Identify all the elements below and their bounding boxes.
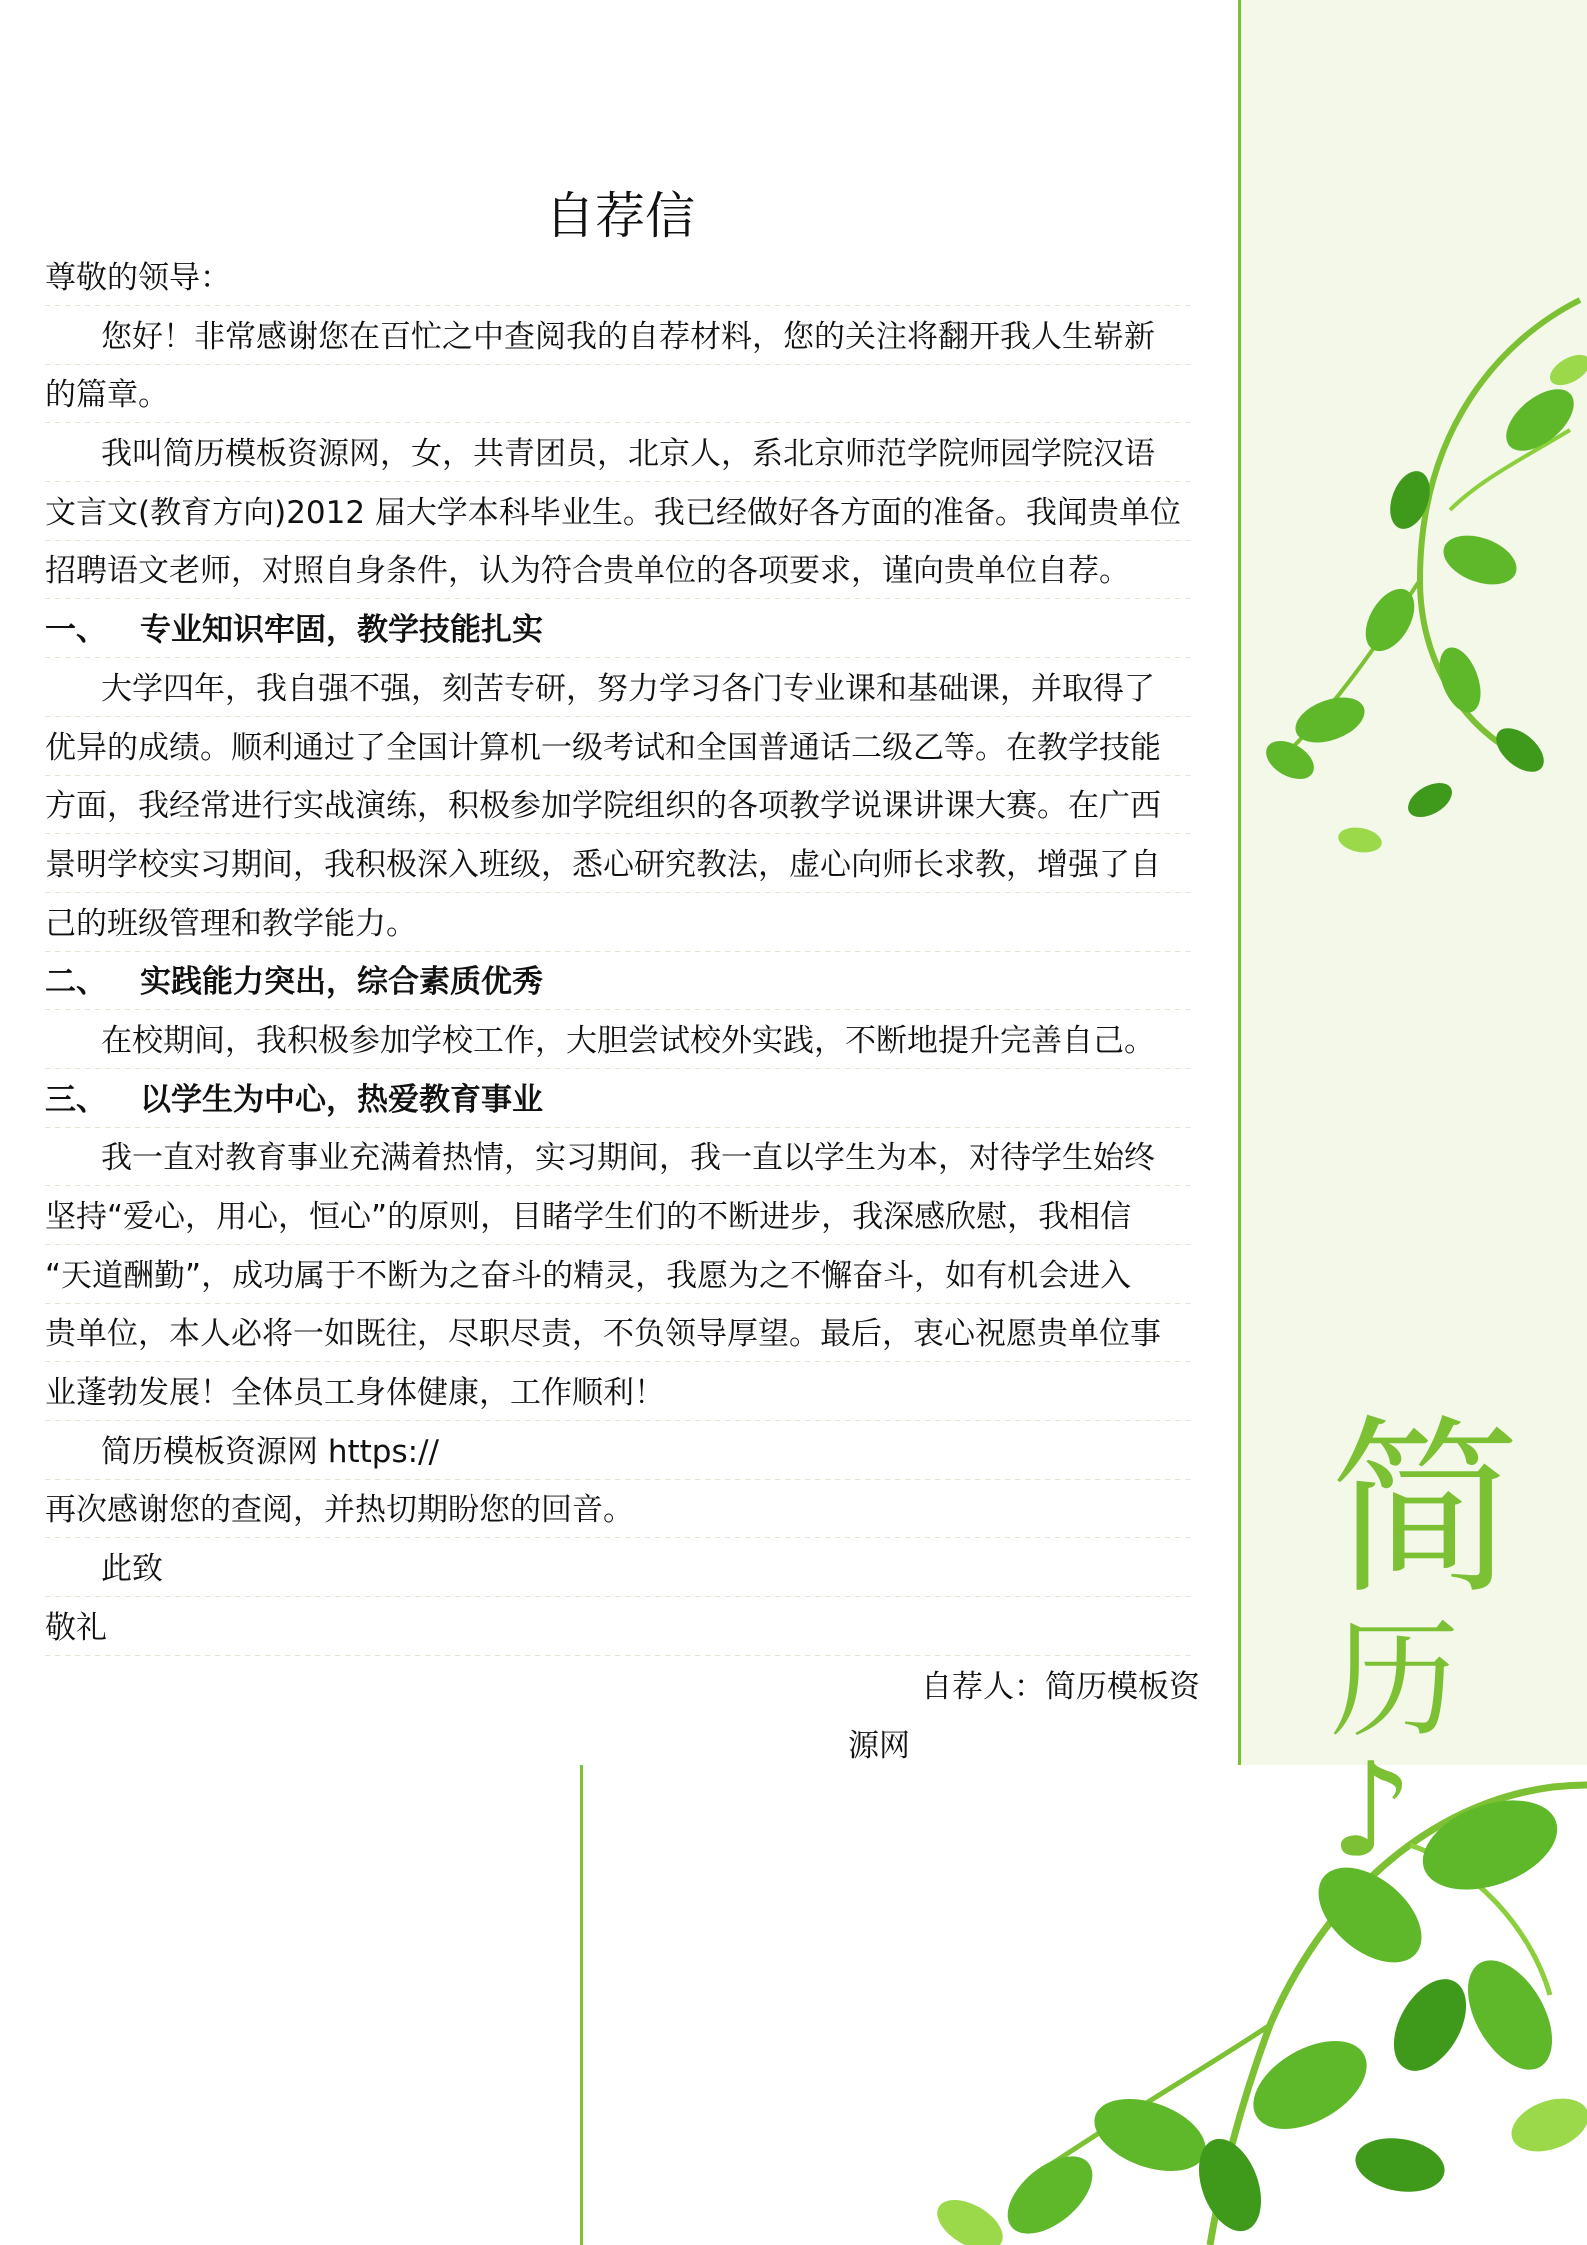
signature-block xyxy=(840,1658,1200,1776)
paragraph-line: 招聘语文老师，对照自身条件，认为符合贵单位的各项要求，谨向贵单位自荐。 xyxy=(45,542,1195,601)
paragraph-line: 大学四年，我自强不强，刻苦专研，努力学习各门专业课和基础课，并取得了 xyxy=(45,660,1195,719)
paragraph-line: 您好！非常感谢您在百忙之中查阅我的自荐材料，您的关注将翻开我人生崭新 xyxy=(45,308,1195,367)
paragraph-line: 文言文(教育方向)2012 届大学本科毕业生。我已经做好各方面的准备。我闻贵单位 xyxy=(45,484,1195,543)
website-line: 简历模板资源网 https:// xyxy=(45,1423,1195,1482)
section-heading xyxy=(45,1071,1195,1130)
paragraph-line: 我叫简历模板资源网，女，共青团员，北京人，系北京师范学院师园学院汉语 xyxy=(45,425,1195,484)
page-title: 自荐信 xyxy=(545,187,695,245)
brand-char-jian: 简 xyxy=(1330,1399,1521,1620)
brand-char-li: 历♪ xyxy=(1330,1604,1461,1886)
greeting: 尊敬的领导： xyxy=(45,249,1195,308)
paragraph-line: 的篇章。 xyxy=(45,366,1195,425)
signature-line: 自荐人：简历模板资 xyxy=(921,1669,1200,1705)
paragraph-line: 坚持“爱心，用心，恒心”的原则，目睹学生们的不断进步，我深感欣慰，我相信 xyxy=(45,1188,1195,1247)
paragraph-line: 业蓬勃发展！全体员工身体健康，工作顺利！ xyxy=(45,1364,1195,1423)
closing-line: 再次感谢您的查阅，并热切期盼您的回音。 xyxy=(45,1481,1195,1540)
leaf-decoration-top xyxy=(1250,280,1587,920)
paragraph-line: 方面，我经常进行实战演练，积极参加学院组织的各项教学说课讲课大赛。在广西 xyxy=(45,777,1195,836)
section-number: 二、 xyxy=(45,964,107,1001)
side-divider-line xyxy=(1238,0,1241,1765)
paragraph-line: 己的班级管理和教学能力。 xyxy=(45,895,1195,954)
closing-salutation: 此致 xyxy=(45,1540,1195,1599)
paragraph-line: “天道酬勤”，成功属于不断为之奋斗的精灵，我愿为之不懈奋斗，如有机会进入 xyxy=(45,1247,1195,1306)
section-title: 实践能力突出，综合素质优秀 xyxy=(140,964,543,1001)
paragraph-line: 贵单位，本人必将一如既往，尽职尽责，不负领导厚望。最后，衷心祝愿贵单位事 xyxy=(45,1305,1195,1364)
paragraph-line: 优异的成绩。顺利通过了全国计算机一级考试和全国普通话二级乙等。在教学技能 xyxy=(45,719,1195,778)
signature-line: 源网 xyxy=(848,1728,910,1764)
closing-respect: 敬礼 xyxy=(45,1599,1195,1658)
bottom-divider-line xyxy=(580,1765,583,2245)
paragraph-line: 景明学校实习期间，我积极深入班级，悉心研究教法，虚心向师长求教，增强了自 xyxy=(45,836,1195,895)
section-number: 一、 xyxy=(45,612,107,649)
letter-body xyxy=(45,249,1195,1658)
brand-mark xyxy=(1330,1399,1530,1886)
paragraph-line: 我一直对教育事业充满着热情，实习期间，我一直以学生为本，对待学生始终 xyxy=(45,1129,1195,1188)
section-title: 专业知识牢固，教学技能扎实 xyxy=(140,612,543,649)
section-heading xyxy=(45,601,1195,660)
paragraph-line: 在校期间，我积极参加学校工作，大胆尝试校外实践，不断地提升完善自己。 xyxy=(45,1012,1195,1071)
section-number: 三、 xyxy=(45,1081,107,1118)
section-heading xyxy=(45,953,1195,1012)
section-title: 以学生为中心，热爱教育事业 xyxy=(140,1081,543,1118)
